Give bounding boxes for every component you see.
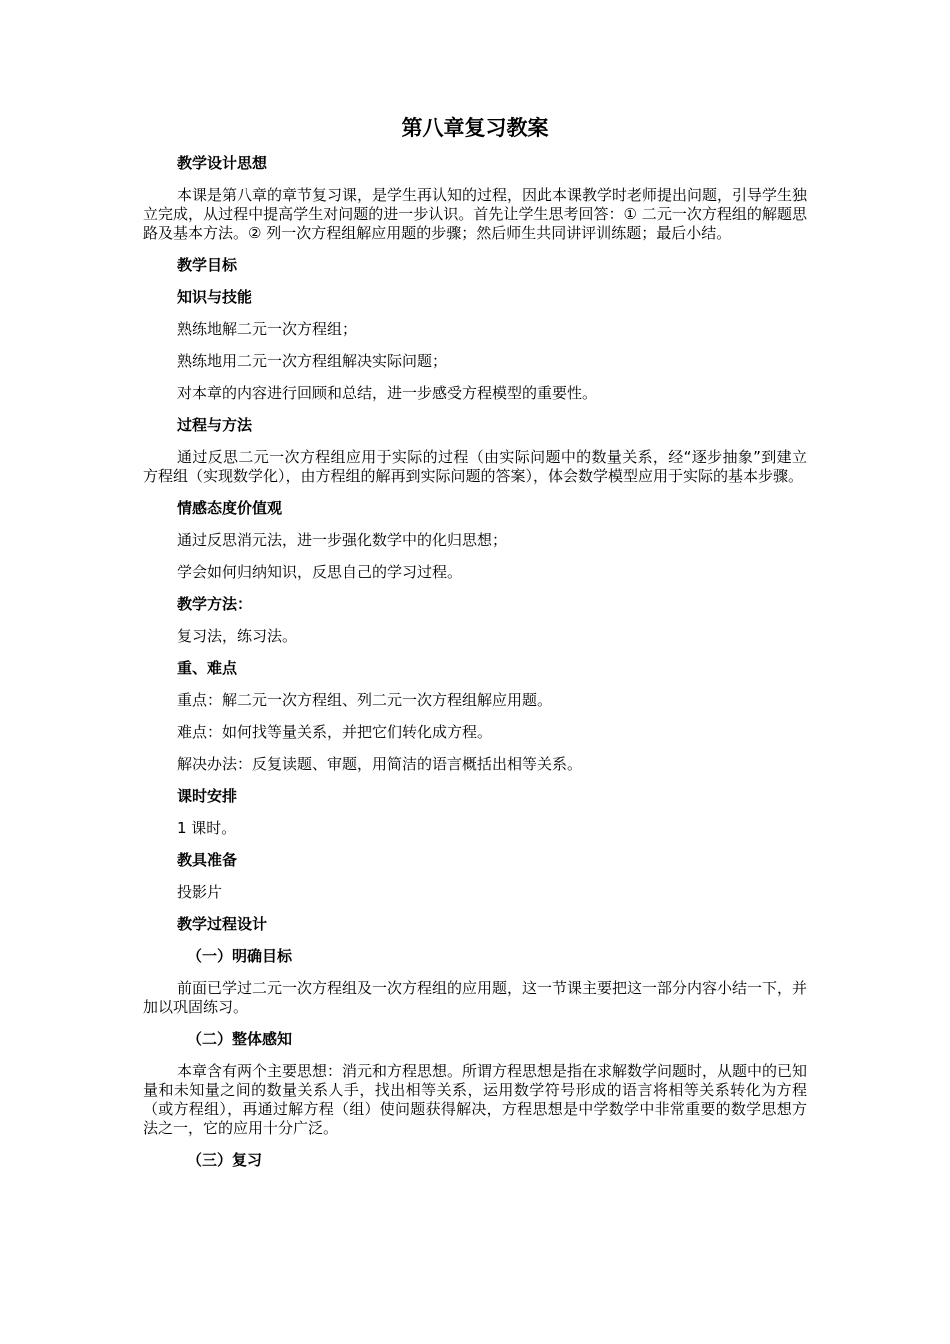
paragraph-section-2: 本章含有两个主要思想：消元和方程思想。所谓方程思想是指在求解数学问题时，从题中的已知量和未知量之间的数量关系人手，找出相等关系，运用数学符号形成的语言将相等关系转化为方程（或方程组），再通过解方程（组）使问题获得解决，方程思想是中学数学中非常重要的数学思想方法之一，它的应用十分广泛。 <box>143 1062 808 1137</box>
paragraph-design-idea: 本课是第八章的章节复习课，是学生再认知的过程，因此本课教学时老师提出问题，引导学生独立完成，从过程中提高学生对问题的进一步认识。首先让学生思考回答：① 二元一次方程组的解题思路及基本方法。② 列一次方程组解应用题的步骤；然后师生共同讲评训练题；最后小结。 <box>143 186 808 242</box>
knowledge-item: 对本章的内容进行回顾和总结，进一步感受方程模型的重要性。 <box>177 384 598 402</box>
key-point-item: 解决办法：反复读题、审题，用简洁的语言概括出相等关系。 <box>177 755 583 773</box>
heading-knowledge-skills: 知识与技能 <box>177 288 253 306</box>
emotion-item: 学会如何归纳知识，反思自己的学习过程。 <box>177 563 463 581</box>
document-page <box>143 114 807 1183</box>
heading-teaching-method: 教学方法： <box>177 595 253 613</box>
key-point-item: 重点：解二元一次方程组、列二元一次方程组解应用题。 <box>177 691 553 709</box>
heading-section-1: （一）明确目标 <box>187 947 293 965</box>
heading-tools: 教具准备 <box>177 851 238 869</box>
heading-schedule: 课时安排 <box>177 787 238 805</box>
heading-emotion-values: 情感态度价值观 <box>177 499 283 517</box>
schedule-text: 1 课时。 <box>177 819 237 837</box>
heading-process-design: 教学过程设计 <box>177 915 268 933</box>
document-title: 第八章复习教案 <box>401 116 549 140</box>
heading-design-idea: 教学设计思想 <box>177 154 268 172</box>
paragraph-section-1: 前面已学过二元一次方程组及一次方程组的应用题，这一节课主要把这一部分内容小结一下，并加以巩固练习。 <box>143 979 808 1016</box>
heading-key-points: 重、难点 <box>177 659 238 677</box>
key-point-item: 难点：如何找等量关系，并把它们转化成方程。 <box>177 723 493 741</box>
paragraph-process-method: 通过反思二元一次方程组应用于实际的过程（由实际问题中的数量关系，经“逐步抽象”到建立方程组（实现数学化），由方程组的解再到实际问题的答案），体会数学模型应用于实际的基本步骤。 <box>143 448 807 485</box>
heading-section-3: （三）复习 <box>187 1151 263 1169</box>
heading-process-method: 过程与方法 <box>177 416 253 434</box>
tools-text: 投影片 <box>177 883 223 901</box>
teaching-method-text: 复习法，练习法。 <box>177 627 298 645</box>
knowledge-item: 熟练地解二元一次方程组； <box>177 320 358 338</box>
heading-section-2: （二）整体感知 <box>187 1030 293 1048</box>
heading-objectives: 教学目标 <box>177 256 238 274</box>
emotion-item: 通过反思消元法，进一步强化数学中的化归思想； <box>177 531 508 549</box>
knowledge-item: 熟练地用二元一次方程组解决实际问题； <box>177 352 448 370</box>
